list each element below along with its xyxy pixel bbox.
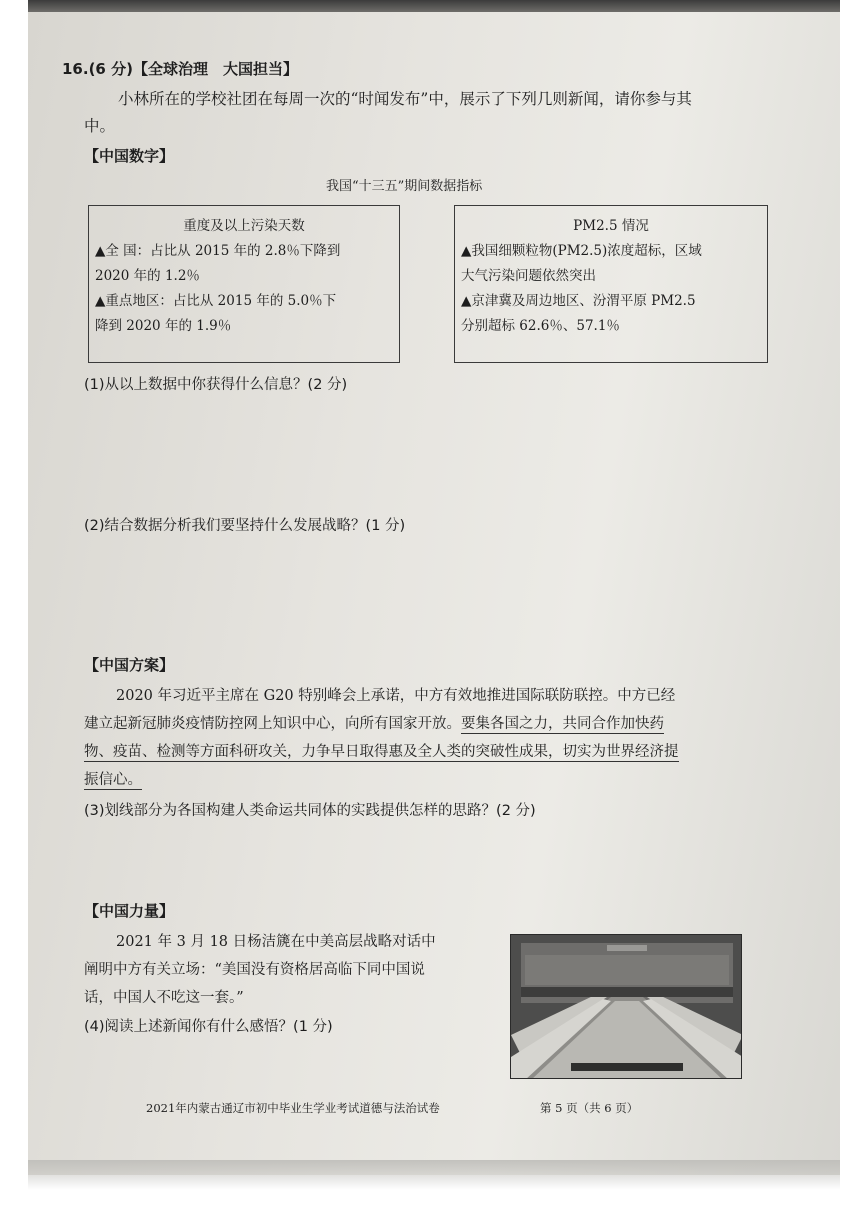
box-line: ▲重点地区：占比从 2015 年的 5.0％下 [95,293,337,309]
underlined-text: 振信心。 [84,772,142,788]
paragraph-line [84,766,784,794]
meeting-room-illustration [511,935,742,1079]
paragraph-line [84,710,784,738]
box-line: 2020 年的 1.2％ [95,268,200,284]
question-header [62,58,298,80]
china-plan-paragraph [84,682,784,794]
question-1: (1)从以上数据中你获得什么信息？(2 分) [84,377,348,393]
box-title: PM2.5 情况 [573,218,649,234]
question-4: (4)阅读上述新闻你有什么感悟？(1 分) [84,1019,333,1035]
dialogue-meeting-photo [510,934,742,1079]
underlined-text: 物、疫苗、检测等方面科研攻关，力争早日取得惠及全人类的突破性成果，切实为世界经济提 [84,744,679,760]
box-line: 大气污染问题依然突出 [461,268,596,284]
pm25-box [454,205,768,363]
box-line: ▲我国细颗粒物(PM2.5)浓度超标，区域 [461,243,702,259]
section-heading-china-plan: 【中国方案】 [84,656,175,674]
data-caption: 我国“十三五”期间数据指标 [326,179,483,194]
underlined-text: 要集各国之力，共同合作加快药 [461,716,664,732]
paragraph-line [84,738,784,766]
paragraph-line: 2021 年 3 月 18 日杨洁篪在中美高层战略对话中 [116,934,436,950]
question-number: 16. [62,60,89,78]
box-line: ▲京津冀及周边地区、汾渭平原 PM2.5 [461,293,696,309]
paragraph-line: 话，中国人不吃这一套。” [84,990,244,1006]
paragraph-line: 阐明中方有关立场：“美国没有资格居高临下同中国说 [84,962,425,978]
footer-exam-title: 2021年内蒙古通辽市初中毕业生学业考试道德与法治试卷 [146,1101,440,1115]
paper-bottom-shadow [28,1160,840,1190]
box-line: ▲全 国：占比从 2015 年的 2.8％下降到 [95,243,341,259]
footer-page-number: 第 5 页（共 6 页） [540,1101,639,1115]
question-score: (6 分) [88,60,133,78]
paragraph-line: 2020 年习近平主席在 G20 特别峰会上承诺，中方有效地推进国际联防联控。中方已经 [116,688,676,704]
paragraph-text: 建立起新冠肺炎疫情防控网上知识中心，向所有国家开放。 [84,716,461,732]
section-heading-china-strength: 【中国力量】 [84,902,175,920]
box-line: 降到 2020 年的 1.9％ [95,318,232,334]
box-title: 重度及以上污染天数 [183,218,305,234]
intro-line-2: 中。 [84,117,116,135]
question-3: (3)划线部分为各国构建人类命运共同体的实践提供怎样的思路？(2 分) [84,803,536,819]
intro-line-1: 小林所在的学校社团在每周一次的“时闻发布”中，展示了下列几则新闻，请你参与其 [118,90,692,108]
scan-top-edge [28,0,840,12]
pollution-days-box [88,205,400,363]
question-2: (2)结合数据分析我们要坚持什么发展战略？(1 分) [84,518,406,534]
question-theme: 【全球治理 大国担当】 [132,60,298,78]
box-line: 分别超标 62.6％、57.1％ [461,318,620,334]
section-heading-china-numbers: 【中国数字】 [84,147,175,165]
china-strength-paragraph [84,928,504,1012]
